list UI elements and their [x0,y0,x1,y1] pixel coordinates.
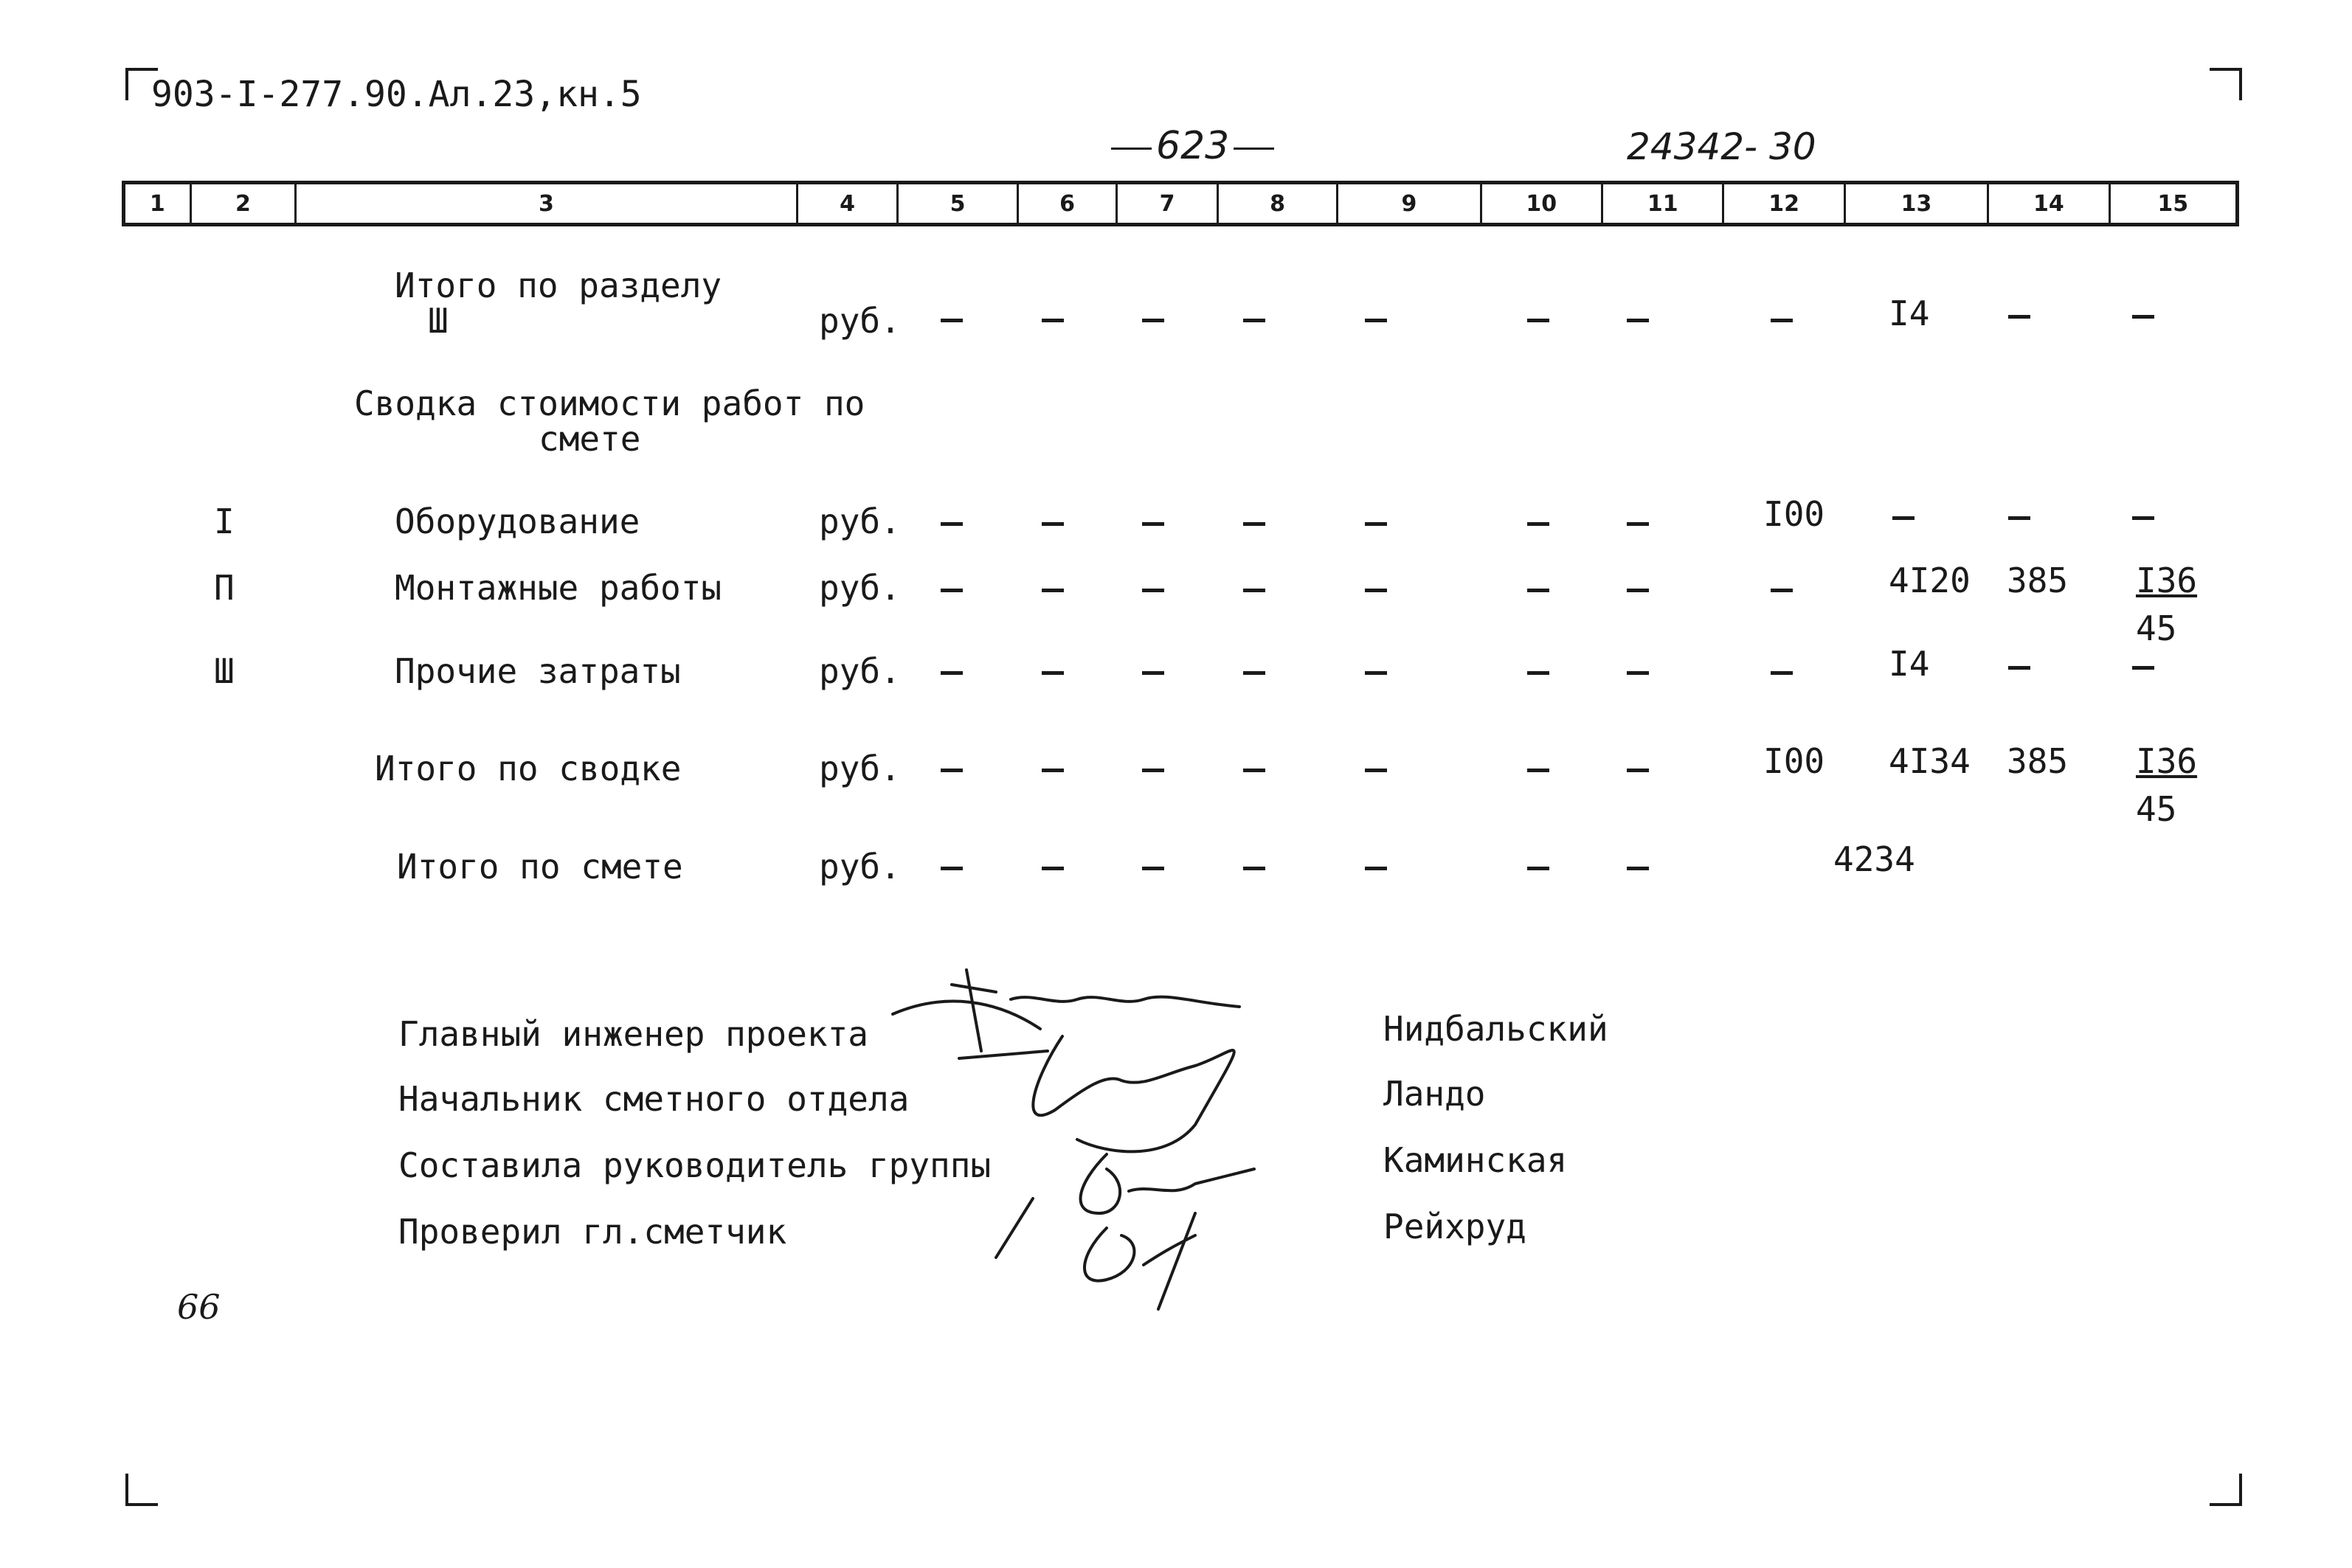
dash [1142,769,1164,772]
other-label: Прочие затраты [395,651,681,691]
dash [1243,867,1265,870]
dash [941,671,963,675]
col-header-1: 1 [125,184,192,223]
other-unit: руб. [819,651,901,691]
install-col15-bottom: 45 [2136,608,2177,648]
signature-role-4: Проверил гл.сметчик [398,1212,787,1252]
dash [1042,671,1064,675]
dash [1142,589,1164,592]
install-col15-top: I36 [2136,561,2198,600]
dash [1042,867,1064,870]
dash [1527,867,1549,870]
dash [1627,867,1649,870]
dash [1243,671,1265,675]
col-header-14: 14 [1989,184,2110,223]
col-header-6: 6 [1019,184,1118,223]
dash [1365,589,1387,592]
equipment-row-number: I [214,502,235,541]
dash [2008,315,2030,319]
col-header-15: 15 [2157,190,2189,217]
dash [2008,516,2030,520]
install-col13: 4I20 [1889,561,1971,600]
dash [2008,666,2030,670]
summary-total-col13: 4I34 [1889,741,1971,781]
dash [1627,769,1649,772]
dash [1365,522,1387,526]
signature-role-1: Главный инженер проекта [398,1014,868,1054]
dash [941,867,963,870]
summary-total-unit: руб. [819,749,901,788]
summary-total-col12: I00 [1763,741,1825,781]
col-header-5: 5 [899,184,1018,223]
dash [1627,671,1649,675]
dash [1627,319,1649,322]
summary-title-line1: Сводка стоимости работ по [354,384,865,423]
dash [1627,522,1649,526]
col-header-10: 10 [1482,184,1603,223]
equipment-unit: руб. [819,502,901,541]
col-header-8: 8 [1219,184,1338,223]
dash [1142,319,1164,322]
section-total-section: Ш [428,301,449,341]
estimate-total-value: 4234 [1833,839,1915,879]
estimate-total-unit: руб. [819,847,901,887]
signature-name-3: Каминская [1383,1140,1568,1180]
dash [1365,671,1387,675]
footer-page-mark: 66 [177,1287,221,1327]
dash [1042,319,1064,322]
dash [1365,769,1387,772]
install-unit: руб. [819,568,901,608]
dash [941,319,963,322]
handwritten-number: 24342- 30 [1627,125,1816,168]
dash [1042,769,1064,772]
dash [941,522,963,526]
corner-mark-bottom-right [2210,1474,2242,1506]
equipment-label: Оборудование [395,502,640,541]
signature-name-1: Нидбальский [1383,1009,1608,1049]
dash [1142,671,1164,675]
dash [1771,671,1793,675]
col-header-4: 4 [798,184,899,223]
handwritten-signatures [885,948,1328,1317]
dash [1365,319,1387,322]
signature-name-4: Рейхруд [1383,1207,1526,1246]
dash [1042,589,1064,592]
summary-total-col14: 385 [2007,741,2069,781]
dash [941,589,963,592]
dash [2132,516,2154,520]
other-row-number: Ш [214,651,235,691]
dash [1042,522,1064,526]
section-total-unit: руб. [819,301,901,341]
dash [1771,319,1793,322]
summary-total-col15-top: I36 [2136,741,2198,781]
section-total-label: Итого по разделу [395,266,722,305]
corner-mark-top-right [2210,68,2242,100]
dash [1243,589,1265,592]
summary-total-label: Итого по сводке [375,749,682,788]
dash [1527,589,1549,592]
col-header-11: 11 [1603,184,1724,223]
document-code: 903-I-277.90.Ал.23,кн.5 [151,74,642,115]
install-col14: 385 [2007,561,2069,600]
estimate-total-label: Итого по смете [397,847,683,887]
col-header-13: 13 [1846,184,1989,223]
dash [1771,589,1793,592]
signature-role-3: Составила руководитель группы [398,1145,992,1185]
dash [1892,516,1915,520]
col-header-12: 12 [1724,184,1845,223]
section-total-col13: I4 [1889,294,1930,333]
dash [1243,769,1265,772]
dash [1527,671,1549,675]
install-label: Монтажные работы [395,568,722,608]
install-row-number: П [214,568,235,608]
dash [1243,522,1265,526]
col-header-3: 3 [297,184,798,223]
col-header-7: 7 [1118,184,1219,223]
other-col13: I4 [1889,644,1930,684]
column-header-strip [122,181,2239,226]
page-number [1107,124,1279,168]
col-header-9: 9 [1338,184,1481,223]
dash [1142,867,1164,870]
dash [2132,315,2154,319]
dash [941,769,963,772]
signature-name-2: Ландо [1383,1074,1486,1114]
col-header-2: 2 [192,184,297,223]
dash [1527,522,1549,526]
corner-mark-bottom-left [125,1474,158,1506]
signature-role-2: Начальник сметного отдела [398,1079,910,1119]
dash [2132,666,2154,670]
page-number-text: 623 [1156,124,1230,168]
dash [1527,769,1549,772]
equipment-col12: I00 [1763,494,1825,534]
dash [1527,319,1549,322]
dash [1243,319,1265,322]
summary-title-line2: смете [539,419,641,459]
dash [1627,589,1649,592]
summary-total-col15-bottom: 45 [2136,789,2177,829]
dash [1365,867,1387,870]
dash [1142,522,1164,526]
